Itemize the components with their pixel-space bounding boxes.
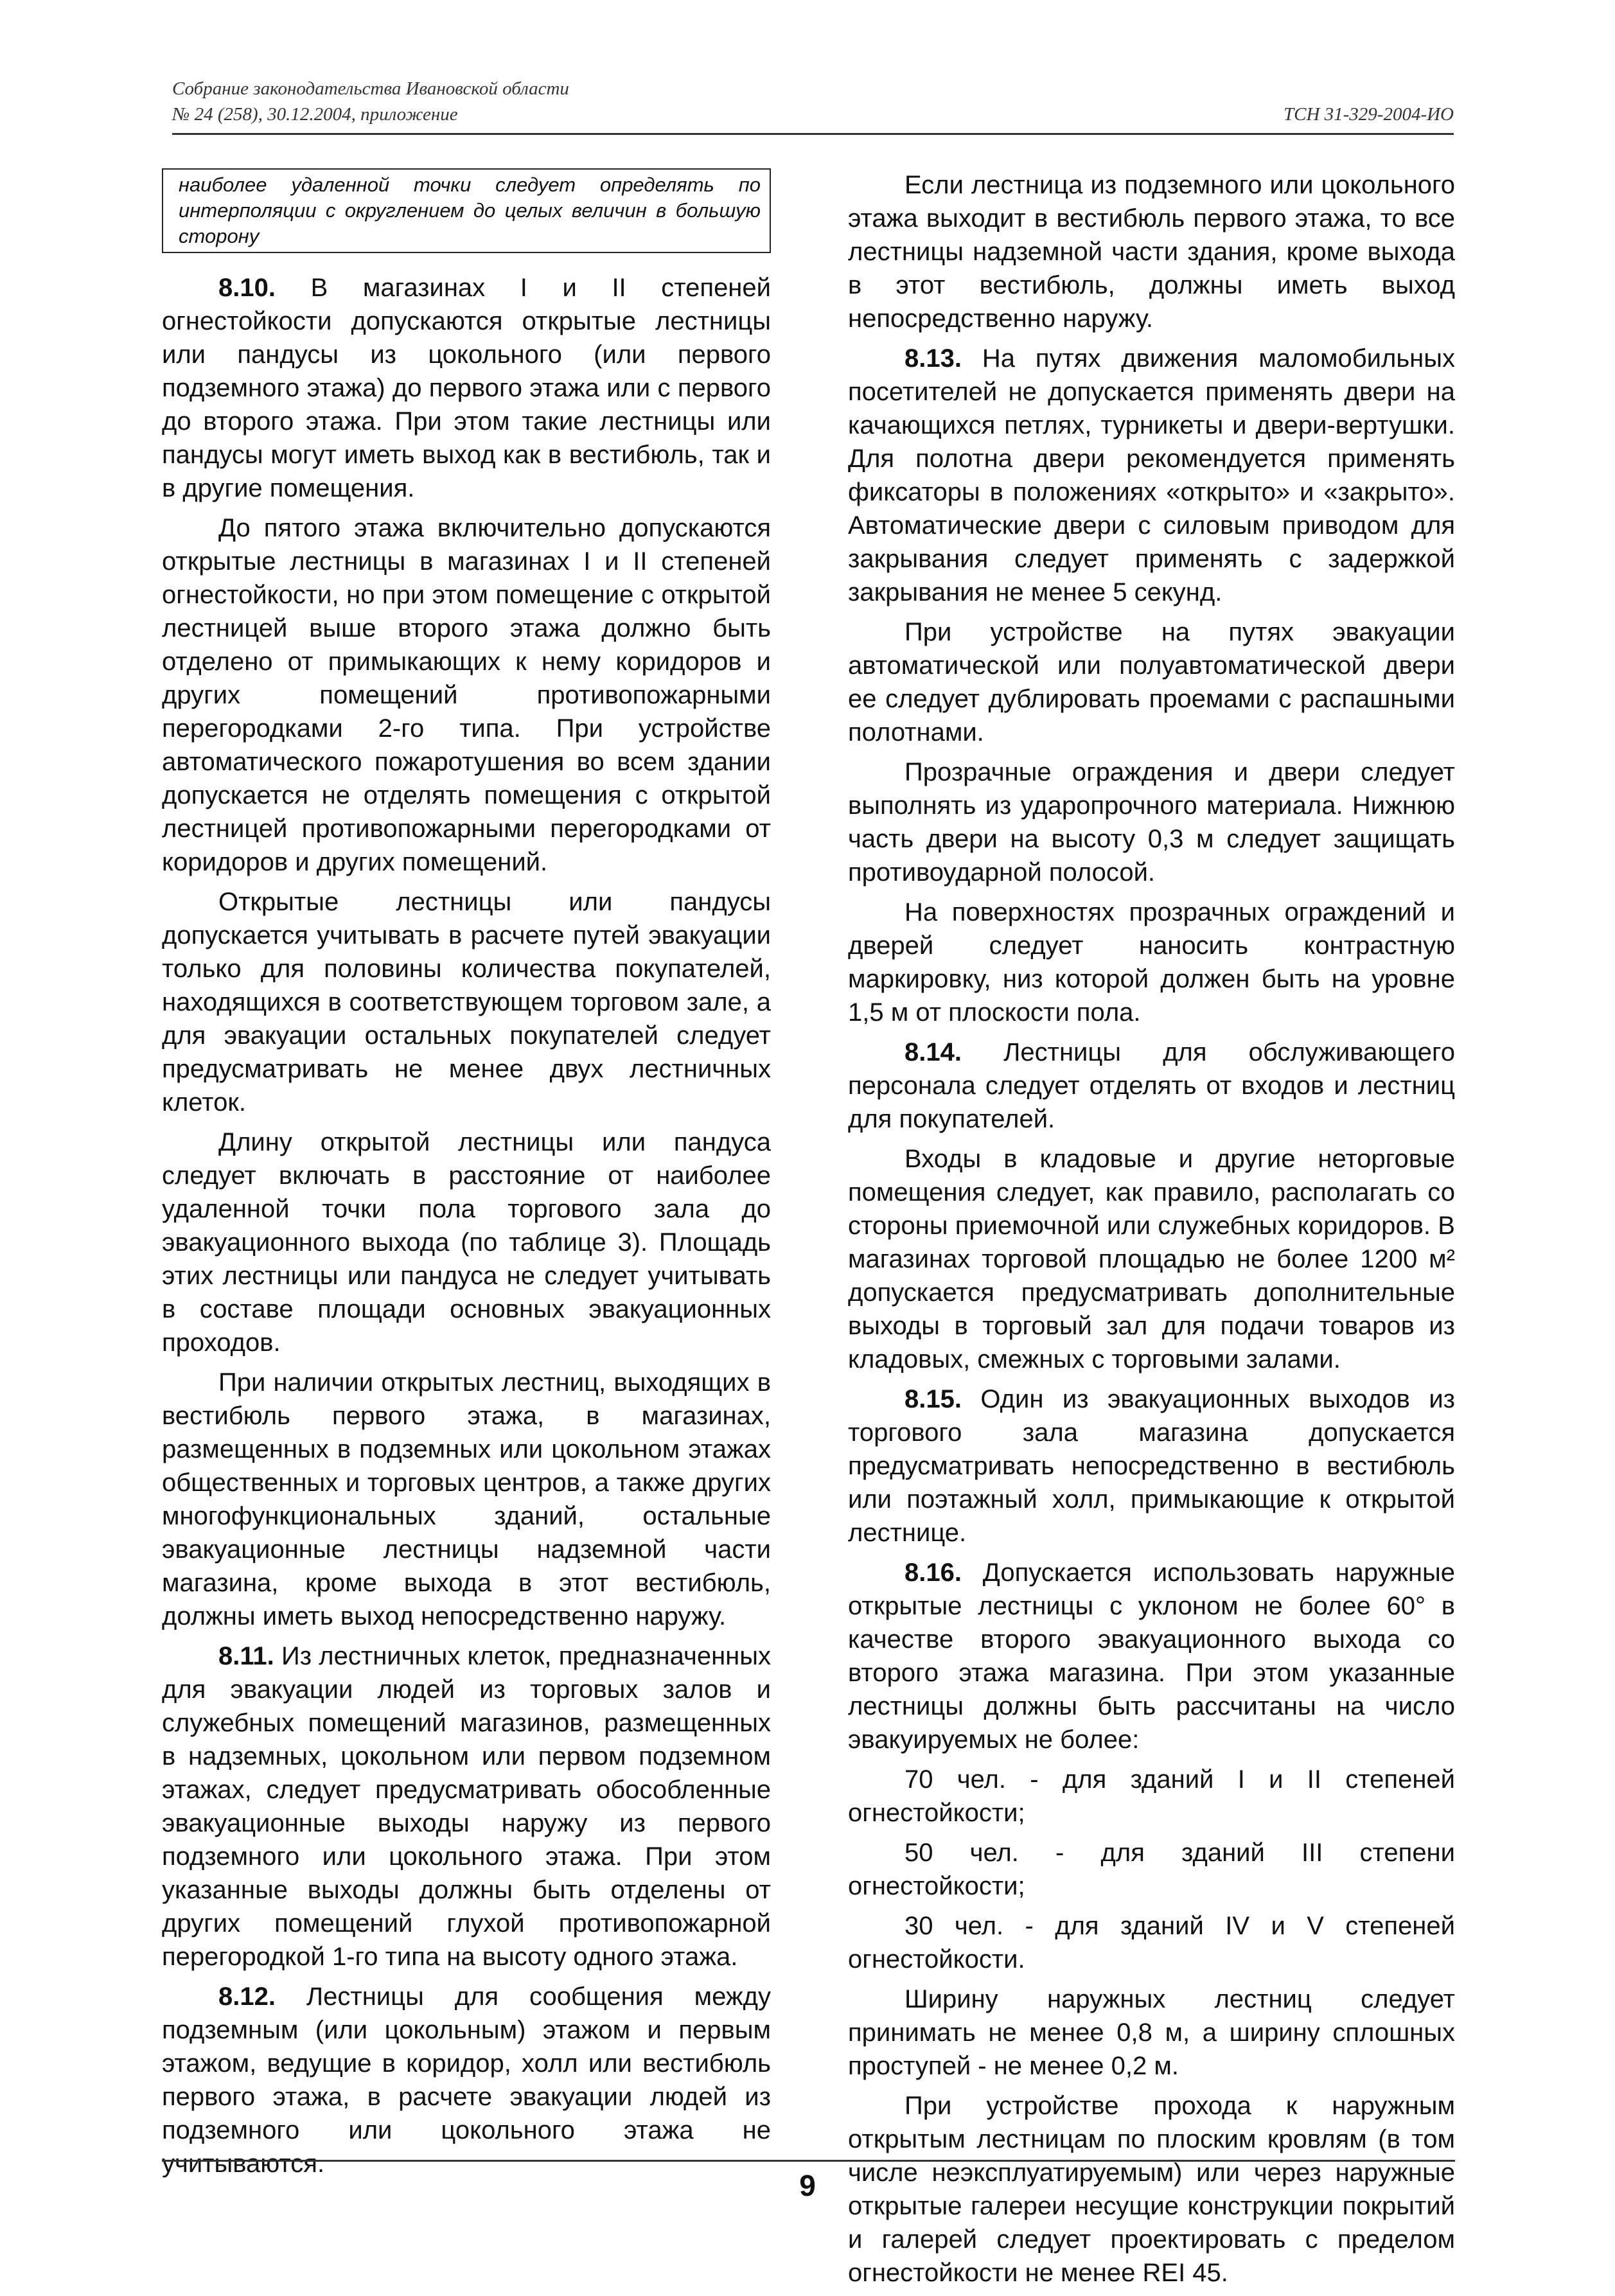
paragraph-text: Допускается использовать наружные открытые лестницы с уклоном не более 60° в качестве второго эвакуационного выхода со второго этажа магазина. При этом указанные лестницы должны быть рассчитаны на число эвакуируемых не более: [848, 1559, 1455, 1754]
paragraph-text: Лестницы для сообщения между подземным (или цокольным) этажом и первым этажом, ведущие в коридор, холл или вестибюль первого этажа, в расчете эвакуации людей из подземного или цокольного этажа не учитываются. [162, 1983, 771, 2178]
paragraph-text: Открытые лестницы или пандусы допускается учитывать в расчете путей эвакуации только для половины количества покупателей, находящихся в соответствующем торговом зале, а для эвакуации остальных покупателей следует предусматривать не менее двух лестничных клеток. [162, 888, 771, 1117]
clause-number: 8.16. [905, 1559, 962, 1587]
paragraph-text: Один из эвакуационных выходов из торгового зала магазина допускается предусматривать непосредственно в вестибюль или поэтажный холл, примыкающие к открытой лестнице. [848, 1385, 1455, 1547]
right-column-body [848, 168, 1455, 2290]
header-rule [172, 133, 1454, 135]
running-header [172, 76, 1454, 135]
header-issue-info: № 24 (258), 30.12.2004, приложение [172, 104, 458, 125]
paragraph [848, 755, 1455, 889]
clause-number: 8.15. [905, 1385, 962, 1413]
right-column [848, 168, 1455, 2296]
clause-number: 8.12. [218, 1983, 276, 2011]
paragraph [848, 1983, 1455, 2083]
paragraph [848, 342, 1455, 609]
paragraph [848, 1763, 1455, 1830]
paragraph-text: На поверхностях прозрачных ограждений и дверей следует наносить контрастную маркировку, низ которой должен быть на уровне 1,5 м от плоскости пола. [848, 898, 1455, 1027]
paragraph-text: Длину открытой лестницы или пандуса следует включать в расстояние от наиболее удаленной точки пола торгового зала до эвакуационного выхода (по таблице 3). Площадь этих лестницы или пандуса не следует учитывать в составе площади основных эвакуационных проходов. [162, 1128, 771, 1357]
paragraph [162, 1366, 771, 1633]
paragraph-text: В магазинах I и II степеней огнестойкости допускаются открытые лестницы или пандусы из цокольного (или первого подземного этажа) до первого этажа или с первого до второго этажа. При этом такие лестницы или пандусы могут иметь выход как в вестибюль, так и в другие помещения. [162, 274, 771, 502]
paragraph [848, 615, 1455, 749]
paragraph-text: На путях движения маломобильных посетителей не допускается применять двери на качающихся петлях, турникеты и двери-вертушки. Для полотна двери рекомендуется применять фиксаторы в положениях «открыто» и «закрыто». Автоматические двери с силовым приводом для закрывания следует применять с задержкой закрывания не менее 5 секунд. [848, 344, 1455, 606]
clause-number: 8.10. [218, 274, 276, 302]
paragraph [848, 896, 1455, 1029]
paragraph-text: При устройстве прохода к наружным открытым лестницам по плоским кровлям (в том числе неэксплуатируемым) или через наружные открытые галереи несущие конструкции покрытий и галерей следует проектировать с пределом огнестойкости не менее REI 45. [848, 2092, 1455, 2287]
paragraph-text: При устройстве на путях эвакуации автоматической или полуавтоматической двери ее следует дублировать проемами с распашными полотнами. [848, 618, 1455, 746]
paragraph [162, 271, 771, 505]
paragraph [162, 1639, 771, 1974]
footer-rule [162, 2160, 1455, 2162]
paragraph [848, 1556, 1455, 1756]
paragraph [848, 1036, 1455, 1136]
paragraph-text: До пятого этажа включительно допускаются открытые лестницы в магазинах I и II степеней огнестойкости, но при этом помещение с открытой лестницей выше второго этажа должно быть отделено от примыкающих к нему коридоров и других помещений противопожарными перегородками 2-го типа. При устройстве автоматического пожаротушения во всем здании допускается не отделять помещения с открытой лестницей противопожарными перегородками от коридоров и других помещений. [162, 514, 771, 876]
paragraph [848, 168, 1455, 335]
page-number: 9 [799, 2169, 816, 2202]
clause-number: 8.14. [905, 1038, 962, 1066]
paragraph-text: 70 чел. - для зданий I и II степеней огнестойкости; [848, 1765, 1455, 1827]
paragraph-text: Лестницы для обслуживающего персонала следует отделять от входов и лестниц для покупателей. [848, 1038, 1455, 1133]
paragraph-text: Ширину наружных лестниц следует принимать не менее 0,8 м, а ширину сплошных проступей - не менее 0,2 м. [848, 1985, 1455, 2080]
paragraph [162, 885, 771, 1119]
paragraph [162, 1980, 771, 2180]
paragraph-text: При наличии открытых лестниц, выходящих в вестибюль первого этажа, в магазинах, размещенных в подземных или цокольном этажах общественных и торговых центров, а также других многофункциональных зданий, остальные эвакуационные лестницы надземной части магазина, кроме выхода в этот вестибюль, должны иметь выход непосредственно наружу. [162, 1368, 771, 1630]
clause-number: 8.11. [218, 1642, 274, 1670]
header-publication-title: Собрание законодательства Ивановской области [172, 78, 569, 99]
left-column [162, 168, 771, 2187]
paragraph [848, 1382, 1455, 1550]
clause-number: 8.13. [905, 344, 962, 373]
paragraph [162, 511, 771, 879]
left-column-body [162, 271, 771, 2180]
paragraph-text: 50 чел. - для зданий III степени огнестойкости; [848, 1839, 1455, 1900]
paragraph-text: Если лестница из подземного или цокольного этажа выходит в вестибюль первого этажа, то все лестницы надземной части здания, кроме выхода в этот вестибюль, должны иметь выход непосредственно наружу. [848, 171, 1455, 333]
paragraph [848, 1142, 1455, 1376]
header-document-code: ТСН 31-329-2004-ИО [1283, 104, 1454, 125]
paragraph-text: Прозрачные ограждения и двери следует выполнять из ударопрочного материала. Нижнюю часть двери на высоту 0,3 м следует защищать противоударной полосой. [848, 758, 1455, 887]
paragraph-text: 30 чел. - для зданий IV и V степеней огнестойкости. [848, 1912, 1455, 1974]
paragraph-text: Входы в кладовые и другие неторговые помещения следует, как правило, располагать со стороны приемочной или служебных коридоров. В магазинах торговой площадью не более 1200 м² допускается предусматривать дополнительные выходы в торговый зал для подачи товаров из кладовых, смежных с торговыми залами. [848, 1145, 1455, 1373]
paragraph [848, 1909, 1455, 1976]
paragraph [848, 1836, 1455, 1903]
paragraph [162, 1126, 771, 1359]
paragraph-text: Из лестничных клеток, предназначенных для эвакуации людей из торговых залов и служебных помещений магазинов, размещенных в надземных, цокольном или первом подземном этажах, следует предусматривать обособленные эвакуационные выходы наружу из первого подземного или цокольного этажа. При этом указанные выходы должны быть отделены от других помещений глухой противопожарной перегородкой 1-го типа на высоту одного этажа. [162, 1642, 771, 1971]
table-note-box: наиболее удаленной точки следует определять по интерполяции с округлением до целых величин в большую сторону [162, 168, 771, 253]
